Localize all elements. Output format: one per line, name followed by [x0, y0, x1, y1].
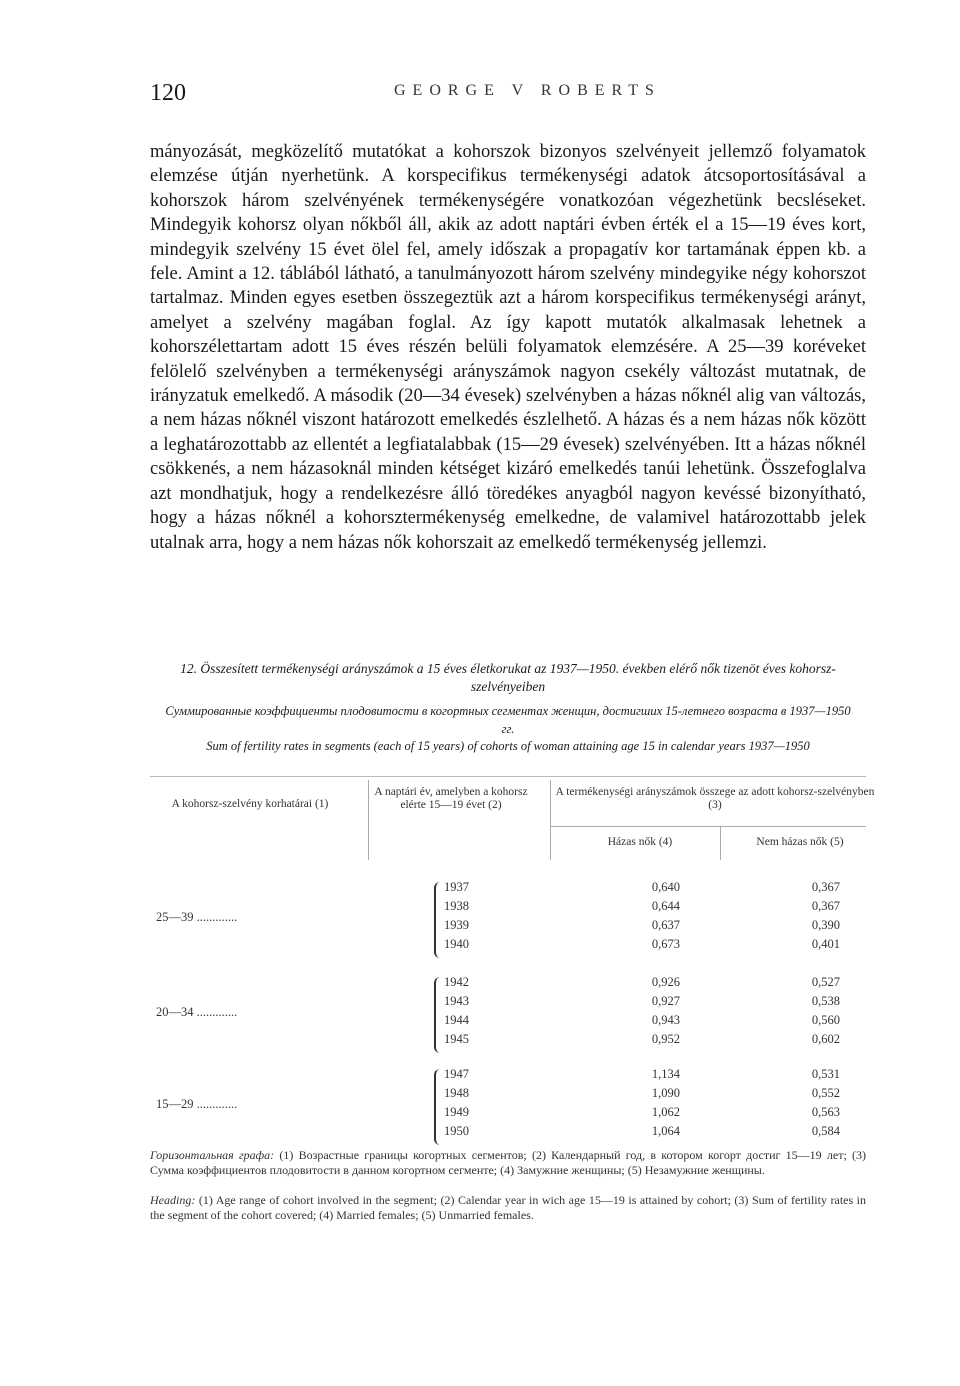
table-row [440, 1124, 860, 1143]
table-group [150, 975, 866, 1055]
married-cell: 0,673 [651, 937, 680, 951]
table-row [440, 880, 860, 899]
unmarried-cell: 0,527 [811, 975, 840, 989]
married-cell: 1,090 [651, 1086, 680, 1100]
married-cell: 0,644 [651, 899, 680, 913]
table-caption-hungarian: 12. Összesített termékenységi arányszámok a 15 éves életkorukat az 1937—1950. években elérő nők tizenöt éves kohorsz-szelvényeiben [180, 661, 836, 694]
table-row [440, 918, 860, 937]
footnote-english-label: Heading: [150, 1193, 196, 1207]
year-cell: 1950 [444, 1124, 469, 1138]
header-calendar-year: A naptári év, amelyben a kohorsz elérte 15—19 évet (2) [374, 786, 528, 811]
header-age-range: A kohorsz-szelvény korhatárai (1) [171, 798, 329, 810]
unmarried-cell: 0,602 [811, 1032, 840, 1046]
married-cell: 1,064 [651, 1124, 680, 1138]
body-paragraph: mányozását, megközelítő mutatókat a kohorszok bizonyos szelvényeit jellemző folyamatok elemzése útján nyerhetünk. A korspecifikus termékenységi adatok átcsoportosításával a kohorszok három szelvényének termékenységére vonatkozóan végezhetünk becsléseket. Mindegyik kohorsz olyan nőkből áll, akik az adott naptári évben érték el a 15—19 éves kort, mindegyik szelvény 15 évet ölel fel, amely időszak a propagatív kor tartamának éppen kb. a fele. Amint a 12. táblából látható, a tanulmányozott három szelvény mindegyike négy kohorszot tartalmaz. Minden egyes esetben összegeztük azt a három korspecifikus termékenységi arányt, amelyet a szelvény magában foglal. Az így kapott mutatók alkalmasak lehetnek a kohorszélettartam adott 15 éves részén belüli folyamatok elemzésére. A 25—39 koréveket felölelő szelvényben a termékenységi arányszámok nagyon csekély változást mutatnak, de irányzatuk emelkedő. A második (20—34 évesek) szelvényben a házas nőknél alig van változás, a nem házas nőknél viszont határozott emelkedés észlelhető. A házas és a nem házas nők között a leghatározottabb az ellentét a legfiatalabbak (15—29 évesek) szelvényében. Itt a házas nőknél csökkenés, a nem házasoknál minden kétséget kizáró emelkedés tanúi lehetünk. Összefoglalva azt mondhatjuk, hogy a rendelkezésre álló töredékes anyagból nagyon kevéssé bizonyítható, hogy a házas nőknél a kohorsztermékenység emelkedne, de valamivel határozottabb jelek utalnak arra, hogy a nem házas nők kohorszait az emelkedő termékenység jellemzi. [150, 142, 866, 553]
year-cell: 1945 [444, 1032, 469, 1046]
table-row [440, 1032, 860, 1051]
unmarried-cell: 0,367 [811, 899, 840, 913]
married-cell: 0,640 [651, 880, 680, 894]
year-cell: 1937 [444, 880, 469, 894]
running-author: GEORGE V ROBERTS [394, 82, 661, 99]
table-caption-english: Sum of fertility rates in segments (each of 15 years) of cohorts of woman attaining age 15 in calendar years 1937—1950 [206, 739, 810, 753]
year-cell: 1939 [444, 918, 469, 932]
header-subrule [550, 826, 866, 827]
married-cell: 1,062 [651, 1105, 680, 1119]
header-married: Házas nők (4) [607, 836, 673, 848]
table-row [440, 1105, 860, 1124]
unmarried-cell: 0,367 [811, 880, 840, 894]
table-group [150, 880, 866, 960]
footnote-russian-text: (1) Возрастные границы когортных сегментов; (2) Календарный год, в котором когорт достиг 15—19 лет; (3) Сумма коэффициентов плодовитости в данном когортном сегменте; (4) Замужние женщины; (5) Незамужние женщины. [150, 1148, 867, 1177]
page-number: 120 [150, 80, 186, 106]
footnote-english-text: (1) Age range of cohort involved in the segment; (2) Calendar year in wich age 15—19 is attained by cohort; (3) Sum of fertility rates in the segment of the cohort covered; (4) Married females; (5) Unmarried females. [150, 1193, 867, 1222]
header-fertility-sum: A termékenységi arányszámok összege az adott kohorsz-szelvényben (3) [555, 786, 875, 811]
unmarried-cell: 0,560 [811, 1013, 840, 1027]
table-row [440, 994, 860, 1013]
group-range-label: 20—34 ............. [156, 1005, 238, 1019]
married-cell: 0,926 [651, 975, 680, 989]
married-cell: 0,927 [651, 994, 680, 1008]
married-cell: 0,943 [651, 1013, 680, 1027]
year-cell: 1940 [444, 937, 469, 951]
table-header [150, 780, 875, 860]
year-cell: 1947 [444, 1067, 469, 1081]
married-cell: 1,134 [651, 1067, 680, 1081]
footnote-russian-label: Горизонтальная графа: [150, 1148, 275, 1162]
group-range-label: 25—39 ............. [156, 910, 238, 924]
married-cell: 0,952 [651, 1032, 680, 1046]
table-caption-russian: Суммированные коэффициенты плодовитости в когортных сегментах женщин, достигших 15-летнего возраста в 1937—1950 гг. [165, 704, 851, 736]
table-row [440, 937, 860, 956]
unmarried-cell: 0,401 [811, 937, 840, 951]
unmarried-cell: 0,538 [811, 994, 840, 1008]
year-cell: 1943 [444, 994, 469, 1008]
header-divider [720, 826, 721, 860]
table-row [440, 899, 860, 918]
year-cell: 1948 [444, 1086, 469, 1100]
unmarried-cell: 0,552 [811, 1086, 840, 1100]
unmarried-cell: 0,584 [811, 1124, 840, 1138]
running-head [150, 80, 866, 108]
footnote-russian [150, 1148, 866, 1177]
header-unmarried: Nem házas nők (5) [756, 836, 844, 848]
year-cell: 1938 [444, 899, 469, 913]
year-cell: 1942 [444, 975, 469, 989]
year-cell: 1944 [444, 1013, 469, 1027]
table-top-rule [150, 776, 866, 777]
table-row [440, 1013, 860, 1032]
unmarried-cell: 0,563 [811, 1105, 840, 1119]
footnote-english [150, 1193, 866, 1222]
married-cell: 0,637 [651, 918, 680, 932]
table-row [440, 1067, 860, 1086]
group-range-label: 15—29 ............. [156, 1097, 238, 1111]
table-row [440, 975, 860, 994]
unmarried-cell: 0,531 [811, 1067, 840, 1081]
year-cell: 1949 [444, 1105, 469, 1119]
table-group [150, 1067, 866, 1147]
table-row [440, 1086, 860, 1105]
unmarried-cell: 0,390 [811, 918, 840, 932]
